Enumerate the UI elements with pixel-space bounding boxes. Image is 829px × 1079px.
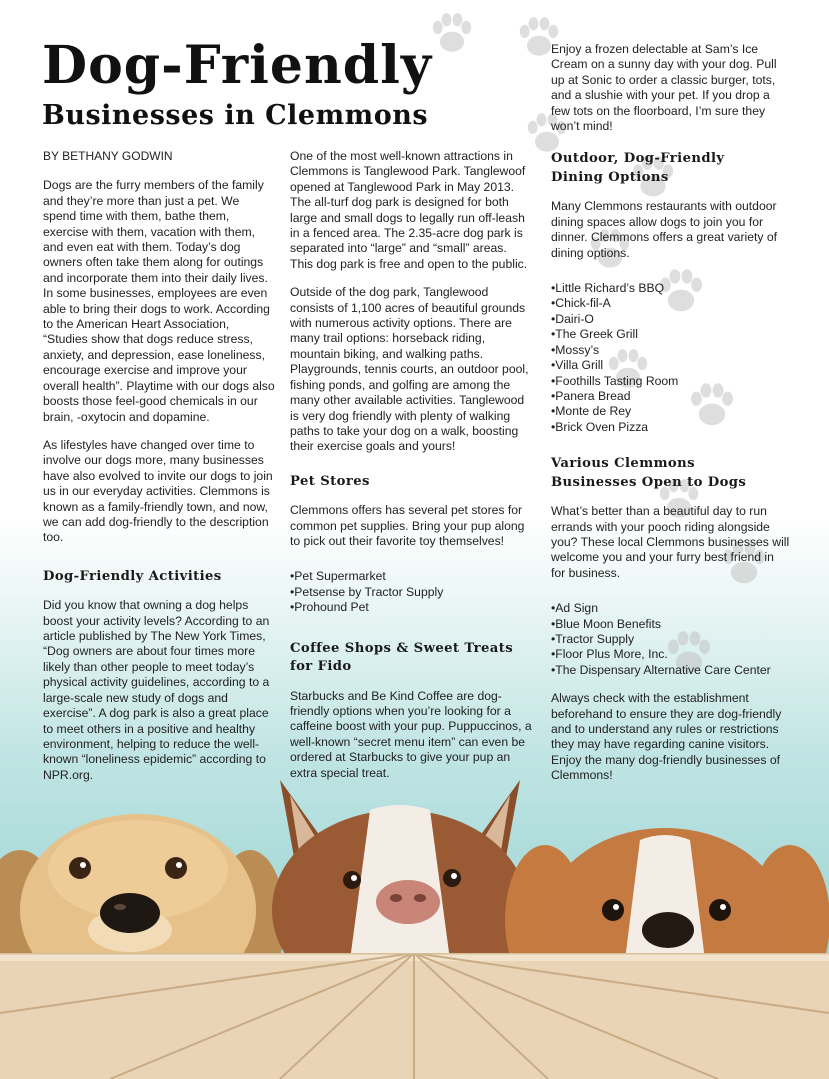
- dogs-illustration: [0, 770, 829, 960]
- list-item: • Dairi-O: [551, 312, 791, 327]
- column-1: [43, 149, 275, 796]
- byline: BY BETHANY GODWIN: [43, 149, 173, 163]
- list-item: • Panera Bread: [551, 389, 791, 404]
- column-2: [290, 149, 532, 794]
- coffee-paragraph: Starbucks and Be Kind Coffee are dog-friendly options when you’re looking for a caffeine boost with your pup. Puppuccinos, a well-known “secret menu item” can even be ordered at Starbucks to give your pup an extra special treat.: [290, 688, 532, 780]
- list-item: • Tractor Supply: [551, 632, 791, 647]
- list-item: • Chick-fil-A: [551, 296, 791, 311]
- tanglewood-paragraph: One of the most well-known attractions in Clemmons is Tanglewood Park. Tanglewoof opened at Tanglewood Park in May 2013. The all-turf dog park is designed for both large and small dogs to legally run off-leash in a fenced area. The 2.35-acre dog park is separated into “large” and “small” areas. This dog park is free and open to the public.: [290, 149, 528, 271]
- wooden-floor: [0, 953, 829, 1079]
- businesses-paragraph: What’s better than a beautiful day to run errands with your pooch riding alongside you? These local Clemmons businesses will welcome you and your furry best friend in for business.: [551, 504, 790, 580]
- article-subtitle: Businesses in Clemmons: [42, 100, 429, 131]
- dining-paragraph: Many Clemmons restaurants with outdoor dining spaces allow dogs to join you for dinner. Clemmons offers a great variety of dining options.: [551, 199, 778, 260]
- list-item: • Little Richard’s BBQ: [551, 281, 791, 296]
- heading-pet-stores: Pet Stores: [290, 473, 370, 489]
- article-title: Dog-Friendly: [42, 35, 433, 96]
- labrador-dog: [0, 814, 285, 960]
- pet-stores-list: [290, 569, 532, 615]
- cavalier-dog: [505, 828, 829, 960]
- paw-print-icon: [430, 12, 474, 56]
- list-item: • Floor Plus More, Inc.: [551, 647, 791, 662]
- intro-paragraph: Dogs are the furry members of the family and they’re more than just a pet. We spend time with them, bathe them, exercise with them, vacation with them, and even eat with them. Today’s dog owners often take them along for outings and incorporate them into their daily lives. In some businesses, employees are even able to bring their dogs to work. According to the American Heart Association, “Studies show that dogs reduce stress, anxiety, and depression, ease loneliness, encourage exercise and improve your overall health”. Playtime with our dogs also boosts those feel-good chemicals in our brain, -oxytocin and dopamine.: [43, 178, 275, 424]
- list-item: • Villa Grill: [551, 358, 791, 373]
- list-item: • The Dispensary Alternative Care Center: [551, 663, 791, 678]
- activities-paragraph: Did you know that owning a dog helps boost your activity levels? According to an article published by The New York Times, “Dog owners are about four times more likely than other people to meet today’s physical activity guidelines, according to a large-scale new study of dogs and exercise”. A dog park is also a great place to meet others in a positive and healthy environment, helping to reduce the well-known “loneliness epidemic” according to NPR.org.: [43, 598, 270, 782]
- column-3: [551, 42, 791, 797]
- heading-coffee-shops: Coffee Shops & Sweet Treats for Fido: [290, 640, 514, 675]
- businesses-list: [551, 601, 791, 678]
- heading-outdoor-dining: Outdoor, Dog-Friendly Dining Options: [551, 151, 725, 185]
- ice-cream-paragraph: Enjoy a frozen delectable at Sam’s Ice Cream on a sunny day with your dog. Pull up at Sonic to order a classic burger, tots, and a slushie with your pet. If you drop a few tots on the floorboard, I’m sure they won’t mind!: [551, 42, 777, 134]
- border-collie-dog: [272, 780, 528, 960]
- list-item: • Brick Oven Pizza: [551, 420, 791, 435]
- list-item: • Blue Moon Benefits: [551, 617, 791, 632]
- pet-stores-paragraph: Clemmons offers has several pet stores for common pet supplies. Bring your pup along to pick out their favorite toy themselves!: [290, 503, 525, 549]
- list-item: • Prohound Pet: [290, 600, 532, 615]
- list-item: • Mossy’s: [551, 343, 791, 358]
- tanglewood-grounds-paragraph: Outside of the dog park, Tanglewood consists of 1,100 acres of beautiful grounds with numerous activity options. There are many trail options: horseback riding, mountain biking, and walking paths. Playgrounds, tennis courts, an outdoor pool, fishing ponds, and golfing are among the many other available activities. Tanglewood is very dog friendly with plenty of walking paths to take your dog on a walk, boosting their exercise goals and yours!: [290, 285, 529, 454]
- lifestyle-paragraph: As lifestyles have changed over time to involve our dogs more, many businesses have also evolved to invite our dogs to join us in our everyday activities. Clemmons is known as a family-friendly town, and now, we can add dog-friendly to the description too.: [43, 437, 273, 545]
- heading-various-businesses: Various Clemmons Businesses Open to Dogs: [551, 456, 747, 490]
- list-item: • Petsense by Tractor Supply: [290, 585, 532, 600]
- restaurants-list: [551, 281, 791, 435]
- closing-paragraph: Always check with the establishment beforehand to ensure they are dog-friendly and to understand any rules or restrictions they may have regarding canine visitors. Enjoy the many dog-friendly businesses of Clemmons!: [551, 691, 782, 783]
- heading-dog-friendly-activities: Dog-Friendly Activities: [43, 568, 222, 584]
- list-item: • Foothills Tasting Room: [551, 374, 791, 389]
- list-item: • Monte de Rey: [551, 404, 791, 419]
- list-item: • Pet Supermarket: [290, 569, 532, 584]
- list-item: • Ad Sign: [551, 601, 791, 616]
- list-item: • The Greek Grill: [551, 327, 791, 342]
